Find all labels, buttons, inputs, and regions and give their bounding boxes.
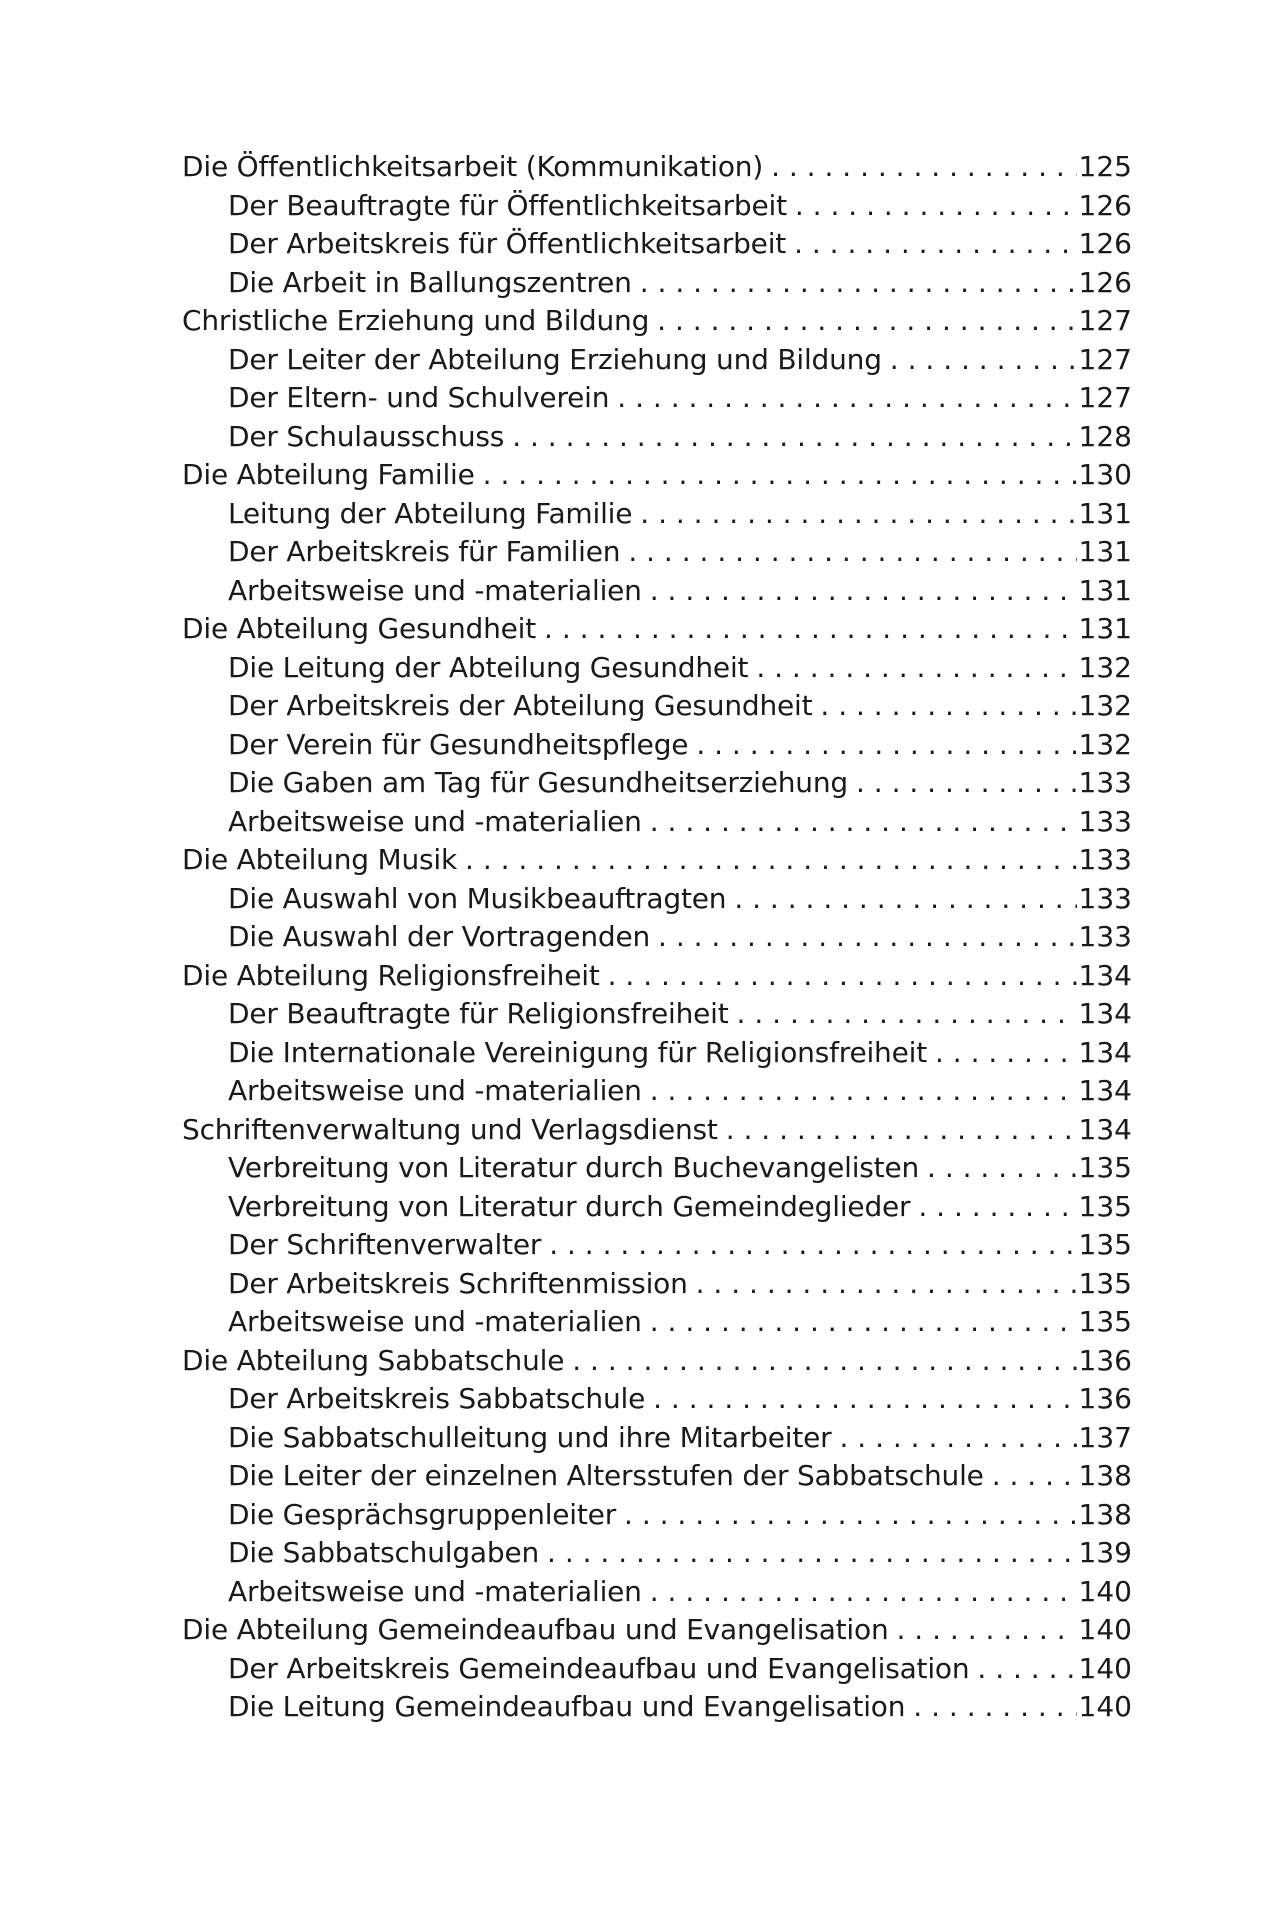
toc-subsection-entry xyxy=(182,1188,1132,1227)
dot-leader xyxy=(650,1573,1077,1612)
toc-subsection-entry xyxy=(182,1457,1132,1496)
toc-subsection-entry xyxy=(182,918,1132,957)
toc-entry-page-number: 134 xyxy=(1078,997,1132,1030)
toc-section-entry xyxy=(182,148,1132,187)
dot-leader xyxy=(918,1188,1076,1227)
toc-subsection-entry xyxy=(182,880,1132,919)
toc-entry-title: Der Leiter der Abteilung Erziehung und Bildung xyxy=(228,342,882,376)
toc-entry-title: Der Arbeitskreis für Familien xyxy=(228,535,621,568)
toc-entry-page-number: 131 xyxy=(1078,496,1132,530)
toc-entry-page-number: 127 xyxy=(1078,342,1132,376)
toc-entry-title: Arbeitsweise und -materialien xyxy=(228,573,642,607)
toc-entry-page-number: 126 xyxy=(1078,227,1132,260)
toc-entry-page-number: 125 xyxy=(1078,150,1132,183)
toc-entry-page-number: 131 xyxy=(1078,612,1132,645)
dot-leader xyxy=(544,610,1077,649)
toc-entry-page-number: 137 xyxy=(1078,1420,1132,1454)
toc-entry-page-number: 132 xyxy=(1078,727,1132,761)
toc-section-entry xyxy=(182,610,1132,649)
dot-leader xyxy=(483,456,1077,495)
dot-leader xyxy=(617,379,1076,418)
dot-leader xyxy=(839,1419,1076,1458)
toc-entry-page-number: 135 xyxy=(1078,1266,1132,1300)
toc-subsection-entry xyxy=(182,572,1132,611)
toc-entry-title: Der Beauftragte für Öffentlichkeitsarbeit xyxy=(228,188,787,222)
toc-entry-page-number: 133 xyxy=(1078,881,1132,915)
toc-subsection-entry xyxy=(182,1072,1132,1111)
toc-subsection-entry xyxy=(182,495,1132,534)
toc-entry-page-number: 126 xyxy=(1078,265,1132,299)
dot-leader xyxy=(465,841,1077,880)
dot-leader xyxy=(650,572,1077,611)
toc-entry-title: Arbeitsweise und -materialien xyxy=(228,804,642,838)
toc-entry-page-number: 140 xyxy=(1078,1613,1132,1646)
dot-leader xyxy=(737,995,1077,1034)
toc-entry-page-number: 135 xyxy=(1078,1151,1132,1184)
toc-entry-page-number: 134 xyxy=(1078,1112,1132,1146)
toc-entry-title: Die Sabbatschulgaben xyxy=(228,1536,540,1569)
dot-leader xyxy=(897,1611,1077,1650)
dot-leader xyxy=(628,533,1076,572)
toc-subsection-entry xyxy=(182,1573,1132,1612)
toc-subsection-entry xyxy=(182,1303,1132,1342)
table-of-contents xyxy=(182,148,1132,1727)
dot-leader xyxy=(512,418,1076,457)
dot-leader xyxy=(657,302,1076,341)
toc-entry-title: Die Auswahl von Musikbeauftragten xyxy=(228,881,727,915)
toc-entry-title: Der Schriftenverwalter xyxy=(228,1228,542,1261)
toc-subsection-entry xyxy=(182,803,1132,842)
toc-entry-title: Die Abteilung Musik xyxy=(182,843,458,876)
toc-subsection-entry xyxy=(182,1650,1132,1689)
dot-leader xyxy=(653,1380,1076,1419)
dot-leader xyxy=(734,880,1076,919)
toc-subsection-entry xyxy=(182,1688,1132,1727)
toc-entry-page-number: 127 xyxy=(1078,304,1132,337)
toc-subsection-entry xyxy=(182,1265,1132,1304)
toc-subsection-entry xyxy=(182,764,1132,803)
toc-entry-page-number: 134 xyxy=(1078,1074,1132,1107)
toc-subsection-entry xyxy=(182,995,1132,1034)
toc-subsection-entry xyxy=(182,187,1132,226)
toc-entry-title: Die Abteilung Familie xyxy=(182,458,475,491)
toc-subsection-entry xyxy=(182,1226,1132,1265)
toc-subsection-entry xyxy=(182,1419,1132,1458)
toc-entry-page-number: 128 xyxy=(1078,419,1132,453)
toc-entry-page-number: 131 xyxy=(1078,535,1132,568)
toc-entry-title: Arbeitsweise und -materialien xyxy=(228,1305,642,1338)
toc-entry-page-number: 126 xyxy=(1078,188,1132,222)
toc-entry-title: Verbreitung von Literatur durch Gemeindeglieder xyxy=(228,1189,911,1223)
toc-section-entry xyxy=(182,841,1132,880)
toc-section-entry xyxy=(182,1611,1132,1650)
toc-subsection-entry xyxy=(182,1380,1132,1419)
toc-entry-page-number: 140 xyxy=(1078,1690,1132,1723)
dot-leader xyxy=(756,649,1076,688)
toc-subsection-entry xyxy=(182,225,1132,264)
dot-leader xyxy=(977,1650,1076,1689)
toc-entry-title: Die Internationale Vereinigung für Religionsfreiheit xyxy=(228,1035,927,1069)
toc-entry-title: Die Abteilung Gesundheit xyxy=(182,612,537,645)
toc-entry-title: Die Gesprächsgruppenleiter xyxy=(228,1497,617,1531)
dot-leader xyxy=(650,1303,1077,1342)
toc-entry-page-number: 133 xyxy=(1078,843,1132,876)
dot-leader xyxy=(992,1457,1077,1496)
toc-entry-title: Die Sabbatschulleitung und ihre Mitarbeiter xyxy=(228,1420,832,1454)
toc-subsection-entry xyxy=(182,726,1132,765)
toc-entry-page-number: 130 xyxy=(1078,458,1132,491)
toc-entry-page-number: 135 xyxy=(1078,1228,1132,1261)
toc-entry-page-number: 133 xyxy=(1078,920,1132,953)
toc-entry-page-number: 131 xyxy=(1078,573,1132,607)
toc-entry-page-number: 138 xyxy=(1078,1459,1132,1492)
toc-entry-title: Die Abteilung Sabbatschule xyxy=(182,1343,565,1377)
toc-entry-title: Die Abteilung Gemeindeaufbau und Evangelisation xyxy=(182,1613,889,1646)
toc-entry-page-number: 132 xyxy=(1078,650,1132,684)
dot-leader xyxy=(696,726,1076,765)
toc-subsection-entry xyxy=(182,341,1132,380)
dot-leader xyxy=(856,764,1077,803)
dot-leader xyxy=(549,1226,1076,1265)
toc-entry-title: Die Leitung der Abteilung Gesundheit xyxy=(228,650,749,684)
toc-subsection-entry xyxy=(182,1149,1132,1188)
dot-leader xyxy=(547,1534,1077,1573)
toc-section-entry xyxy=(182,302,1132,341)
toc-subsection-entry xyxy=(182,379,1132,418)
toc-subsection-entry xyxy=(182,264,1132,303)
toc-entry-title: Der Arbeitskreis Schriftenmission xyxy=(228,1266,688,1300)
dot-leader xyxy=(913,1688,1076,1727)
dot-leader xyxy=(650,1072,1077,1111)
dot-leader xyxy=(608,957,1077,996)
dot-leader xyxy=(624,1496,1077,1535)
toc-entry-title: Die Gaben am Tag für Gesundheitserziehung xyxy=(228,766,848,799)
dot-leader xyxy=(696,1265,1077,1304)
toc-entry-title: Die Arbeit in Ballungszentren xyxy=(228,265,632,299)
toc-entry-title: Der Schulausschuss xyxy=(228,419,505,453)
toc-subsection-entry xyxy=(182,418,1132,457)
toc-entry-title: Leitung der Abteilung Familie xyxy=(228,496,633,530)
toc-entry-title: Christliche Erziehung und Bildung xyxy=(182,304,650,337)
dot-leader xyxy=(890,341,1077,380)
toc-entry-page-number: 136 xyxy=(1078,1343,1132,1377)
toc-entry-title: Die Öffentlichkeitsarbeit (Kommunikation) xyxy=(182,150,764,183)
toc-entry-title: Der Eltern- und Schulverein xyxy=(228,381,610,414)
toc-entry-title: Der Arbeitskreis für Öffentlichkeitsarbeit xyxy=(228,227,787,260)
dot-leader xyxy=(794,225,1076,264)
dot-leader xyxy=(935,1034,1077,1073)
dot-leader xyxy=(658,918,1077,957)
dot-leader xyxy=(650,803,1077,842)
toc-entry-title: Der Arbeitskreis Gemeindeaufbau und Evangelisation xyxy=(228,1651,970,1685)
toc-section-entry xyxy=(182,456,1132,495)
dot-leader xyxy=(572,1342,1076,1381)
toc-entry-title: Der Verein für Gesundheitspflege xyxy=(228,727,689,761)
dot-leader xyxy=(726,1111,1077,1150)
dot-leader xyxy=(771,148,1076,187)
toc-section-entry xyxy=(182,1111,1132,1150)
toc-entry-page-number: 139 xyxy=(1078,1536,1132,1569)
toc-entry-page-number: 133 xyxy=(1078,766,1132,799)
toc-entry-title: Schriftenverwaltung und Verlagsdienst xyxy=(182,1112,718,1146)
dot-leader xyxy=(927,1149,1077,1188)
toc-subsection-entry xyxy=(182,1496,1132,1535)
toc-entry-title: Die Leitung Gemeindeaufbau und Evangelisation xyxy=(228,1690,906,1723)
toc-section-entry xyxy=(182,1342,1132,1381)
dot-leader xyxy=(795,187,1077,226)
toc-subsection-entry xyxy=(182,649,1132,688)
toc-entry-page-number: 133 xyxy=(1078,804,1132,838)
toc-entry-page-number: 134 xyxy=(1078,958,1132,992)
toc-entry-title: Verbreitung von Literatur durch Buchevangelisten xyxy=(228,1151,920,1184)
toc-entry-title: Die Auswahl der Vortragenden xyxy=(228,920,651,953)
dot-leader xyxy=(640,264,1077,303)
toc-entry-title: Die Abteilung Religionsfreiheit xyxy=(182,958,600,992)
toc-entry-page-number: 135 xyxy=(1078,1305,1132,1338)
toc-entry-title: Arbeitsweise und -materialien xyxy=(228,1074,642,1107)
toc-subsection-entry xyxy=(182,533,1132,572)
dot-leader xyxy=(640,495,1076,534)
toc-entry-title: Die Leiter der einzelnen Altersstufen der Sabbatschule xyxy=(228,1459,984,1492)
toc-entry-title: Arbeitsweise und -materialien xyxy=(228,1574,642,1608)
toc-subsection-entry xyxy=(182,1034,1132,1073)
toc-entry-page-number: 127 xyxy=(1078,381,1132,414)
toc-entry-page-number: 140 xyxy=(1078,1651,1132,1685)
toc-entry-page-number: 136 xyxy=(1078,1382,1132,1415)
toc-subsection-entry xyxy=(182,687,1132,726)
toc-entry-title: Der Arbeitskreis der Abteilung Gesundheit xyxy=(228,689,813,722)
toc-section-entry xyxy=(182,957,1132,996)
toc-entry-page-number: 138 xyxy=(1078,1497,1132,1531)
toc-entry-title: Der Beauftragte für Religionsfreiheit xyxy=(228,997,729,1030)
toc-entry-page-number: 135 xyxy=(1078,1189,1132,1223)
dot-leader xyxy=(820,687,1076,726)
toc-entry-title: Der Arbeitskreis Sabbatschule xyxy=(228,1382,646,1415)
toc-entry-page-number: 134 xyxy=(1078,1035,1132,1069)
toc-entry-page-number: 132 xyxy=(1078,689,1132,722)
toc-entry-page-number: 140 xyxy=(1078,1574,1132,1608)
toc-subsection-entry xyxy=(182,1534,1132,1573)
